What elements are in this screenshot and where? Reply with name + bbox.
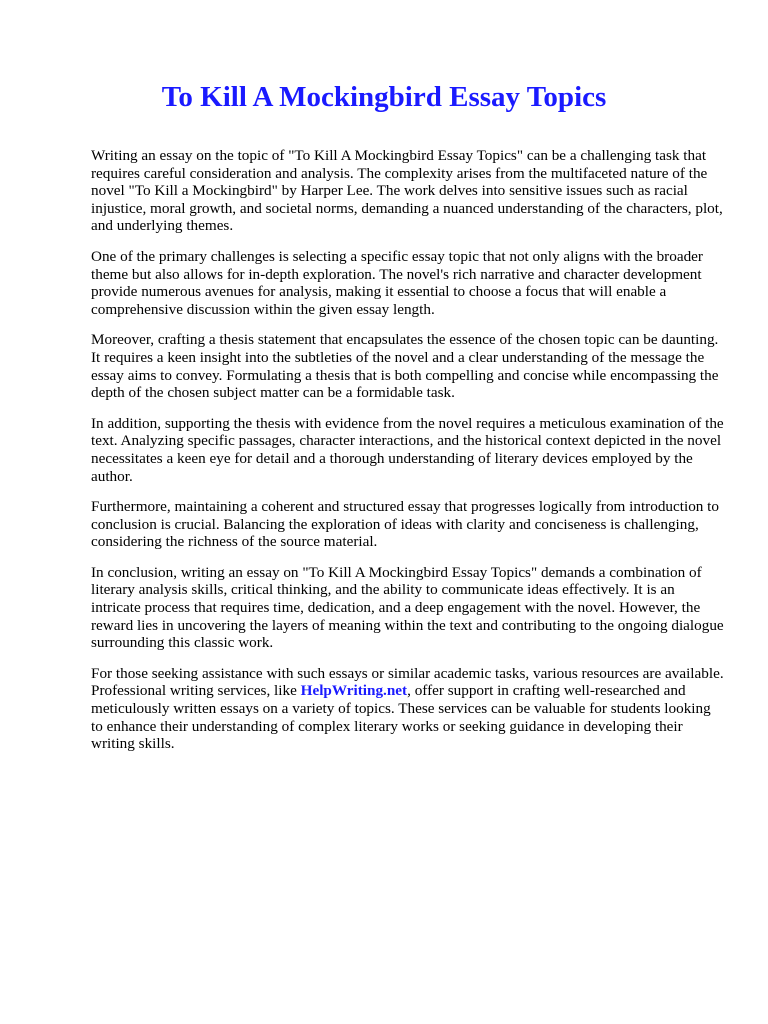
resources-text-before-link: For those seeking assistance with such essays or similar academic tasks, various resources are available. Professional writing services, like [91,664,724,700]
paragraph-conclusion: In conclusion, writing an essay on "To Kill A Mockingbird Essay Topics" demands a combination of literary analysis skills, critical thinking, and the ability to communicate ideas effectively. It is an intricate process that requires time, dedication, and a deep engagement with the novel. However, the reward lies in uncovering the layers of meaning within the text and contributing to the ongoing dialogue surrounding this classic work. [91,563,724,652]
paragraph-evidence: In addition, supporting the thesis with evidence from the novel requires a meticulous examination of the text. Analyzing specific passages, character interactions, and the historical context depicted in the novel necessitates a keen eye for detail and a thorough understanding of literary devices employed by the author. [91,414,724,485]
helpwriting-link[interactable]: HelpWriting.net [300,682,408,700]
paragraph-thesis: Moreover, crafting a thesis statement that encapsulates the essence of the chosen topic can be daunting. It requires a keen insight into the subtleties of the novel and a clear understanding of the message the essay aims to convey. Formulating a thesis that is both compelling and concise while encompassing the depth of the chosen subject matter can be a formidable task. [91,331,719,402]
paragraph-intro: Writing an essay on the topic of "To Kill A Mockingbird Essay Topics" can be a challenging task that requires careful consideration and analysis. The complexity arises from the multifaceted nature of the novel "To Kill a Mockingbird" by Harper Lee. The work delves into sensitive issues such as racial injustice, moral growth, and societal norms, demanding a nuanced understanding of the characters, plot, and underlying themes. [91,147,723,235]
resources-text-after-link: , offer support in crafting well-researched and meticulously written essays on a variety of topics. These services can be valuable for students looking to enhance their understanding of complex literary works or seeking guidance in developing their writing skills. [91,682,711,753]
paragraph-topic-selection: One of the primary challenges is selecting a specific essay topic that not only aligns with the broader theme but also allows for in-depth exploration. The novel's rich narrative and character development provide numerous avenues for analysis, making it essential to choose a focus that will enable a comprehensive discussion within the given essay length. [91,247,703,318]
document-title: To Kill A Mockingbird Essay Topics [161,81,607,113]
document-body [91,147,725,766]
paragraph-structure: Furthermore, maintaining a coherent and structured essay that progresses logically from introduction to conclusion is crucial. Balancing the exploration of ideas with clarity and conciseness is challenging, considering the richness of the source material. [91,498,719,551]
paragraph-resources [91,665,725,753]
